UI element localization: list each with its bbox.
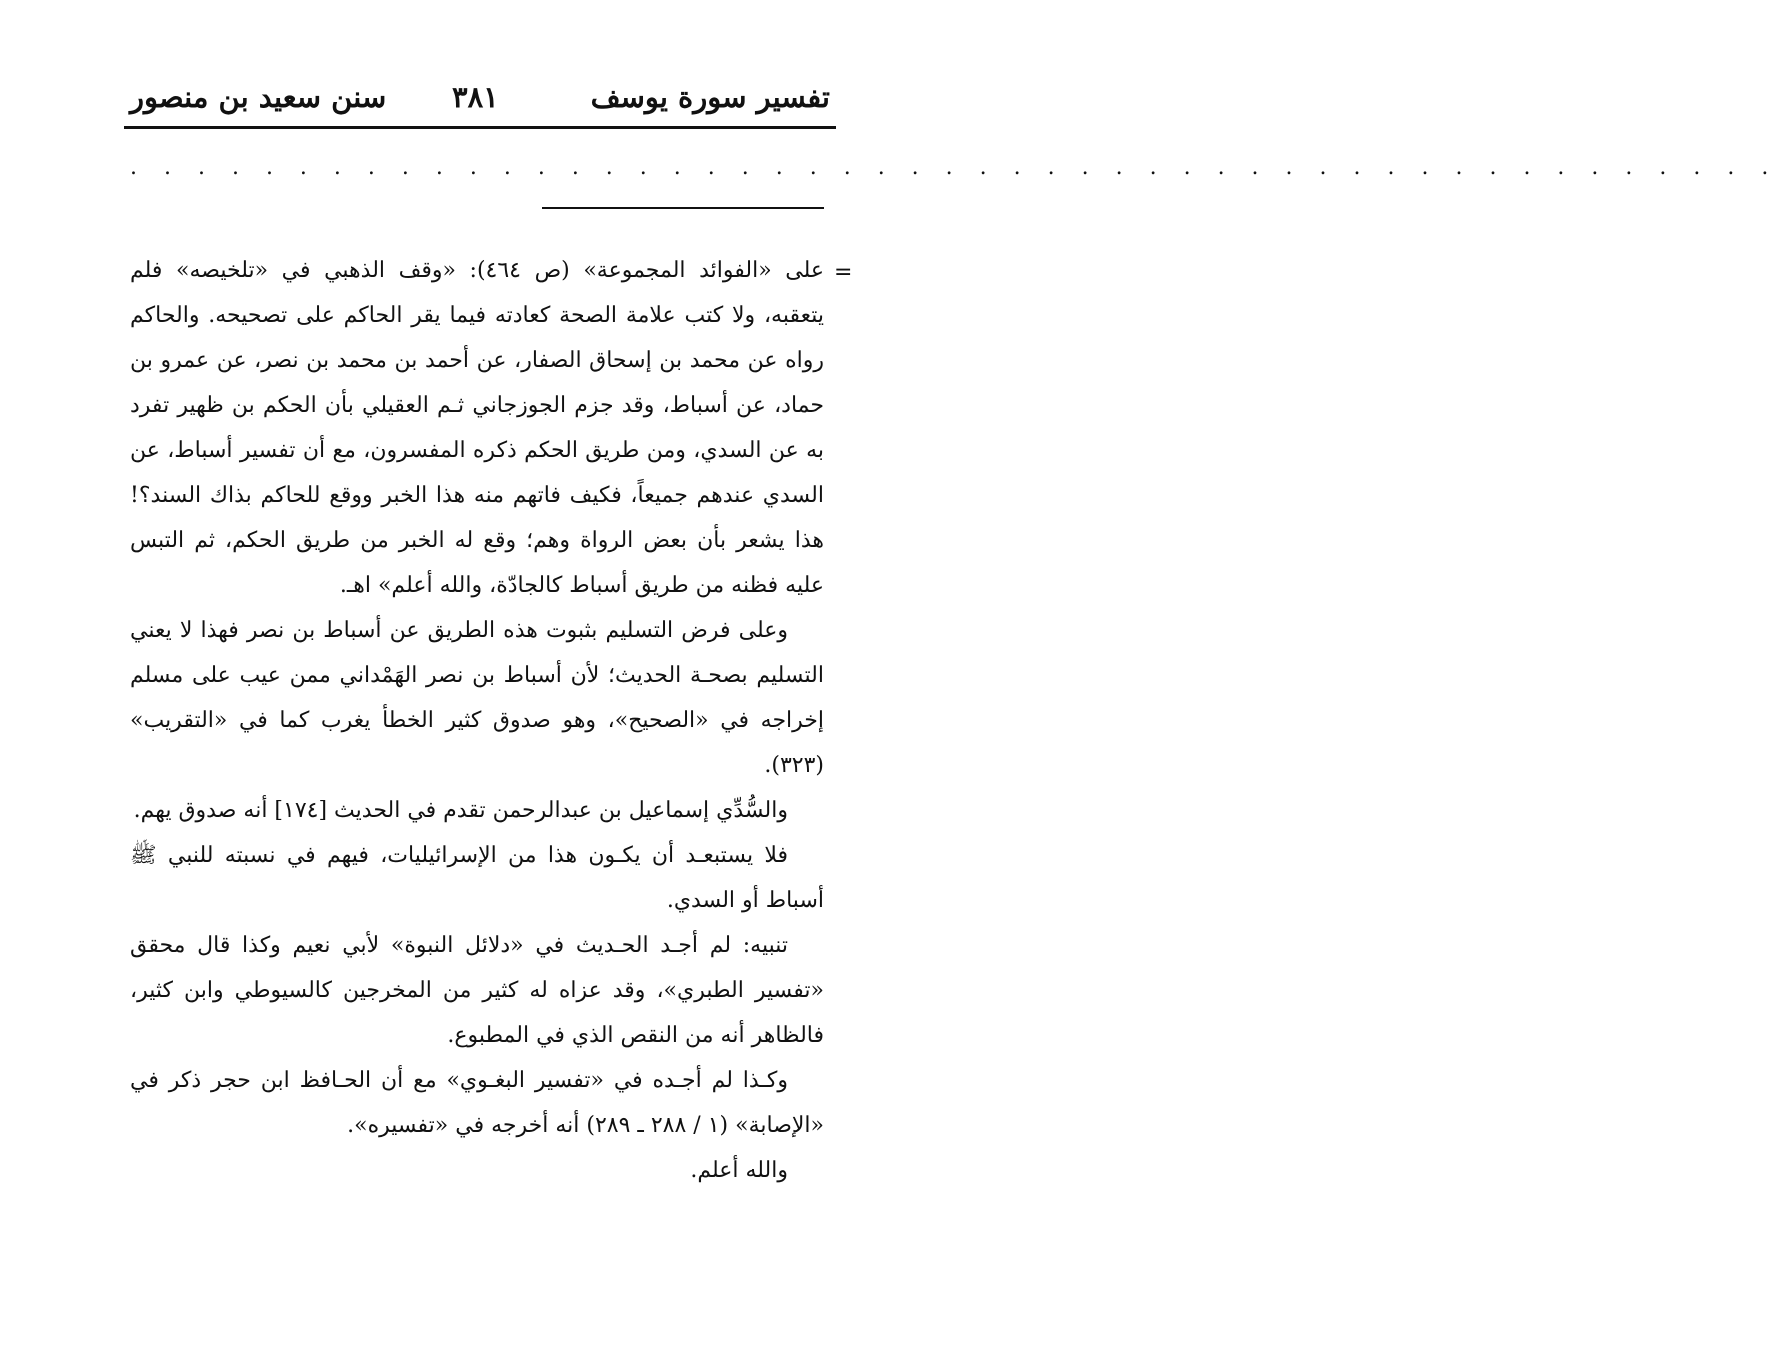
book-title: سنن سعيد بن منصور <box>130 80 387 114</box>
page-header <box>130 76 830 122</box>
footnote-paragraph: فلا يستبعـد أن يكـون هذا من الإسرائيليات، فيهم في نسبته للنبي ﷺ أسباط أو السدي. <box>130 843 824 913</box>
footnote-paragraph: وعلى فرض التسليم بثبوت هذه الطريق عن أسباط بن نصر فهذا لا يعني التسليم بصحـة الحديث؛ لأن أسباط بن نصر الهَمْداني ممن عيب على مسلم إخراجه في «الصحيح»، وهو صدوق كثير الخطأ يغرب كما في «التقريب» (٣٢٣). <box>130 618 824 778</box>
footnote-rule <box>542 207 824 209</box>
footnote-body <box>130 248 824 1193</box>
footnote-paragraph: والسُّدِّي إسماعيل بن عبدالرحمن تقدم في الحديث [١٧٤] أنه صدوق يهم. <box>133 798 788 823</box>
dotted-separator: . . . . . . . . . . . . . . . . . . . . . . . . . . . . . . . . . . . . . . . . . . . . . . . . . <box>130 155 1778 180</box>
footnote-paragraph: والله أعلم. <box>690 1158 788 1183</box>
continuation-mark: = <box>834 260 853 285</box>
footnote-paragraph: على «الفوائد المجموعة» (ص ٤٦٤): «وقف الذهبي في «تلخيصه» فلم يتعقبه، ولا كتب علامة الصحة كعادته فيما يقر الحاكم على تصحيحه. والحاكم رواه عن محمد بن إسحاق الصفار، عن أحمد بن محمد بن نصر، عن عمرو بن حماد، عن أسباط، وقد جزم الجوزجاني ثـم العقيلي بأن الحكم بن ظهير تفرد به عن السدي، ومن طريق الحكم ذكره المفسرون، مع أن تفسير أسباط، عن السدي عندهم جميعاً، فكيف فاتهم منه هذا الخبر ووقع للحاكم بذاك السند؟! هذا يشعر بأن بعض الرواة وهم؛ وقع له الخبر من طريق الحكم، ثم التبس عليه فظنه من طريق أسباط كالجادّة، والله أعلم» اهـ. <box>130 258 825 598</box>
footnote-paragraph: وكـذا لم أجـده في «تفسير البغـوي» مع أن الحـافظ ابن حجر ذكر في «الإصابة» (١ / ٢٨٨ ـ ٢٨٩) أنه أخرجه في «تفسيره». <box>130 1068 824 1138</box>
header-rule <box>124 126 836 129</box>
chapter-title: تفسير سورة يوسف <box>590 80 830 114</box>
page-number: ٣٨١ <box>452 80 499 114</box>
footnote-paragraph: تنبيه: لم أجـد الحـديث في «دلائل النبوة» لأبي نعيم وكذا قال محقق «تفسير الطبري»، وقد عزاه له كثير من المخرجين كالسيوطي وابن كثير، فالظاهر أنه من النقص الذي في المطبوع. <box>130 933 824 1048</box>
